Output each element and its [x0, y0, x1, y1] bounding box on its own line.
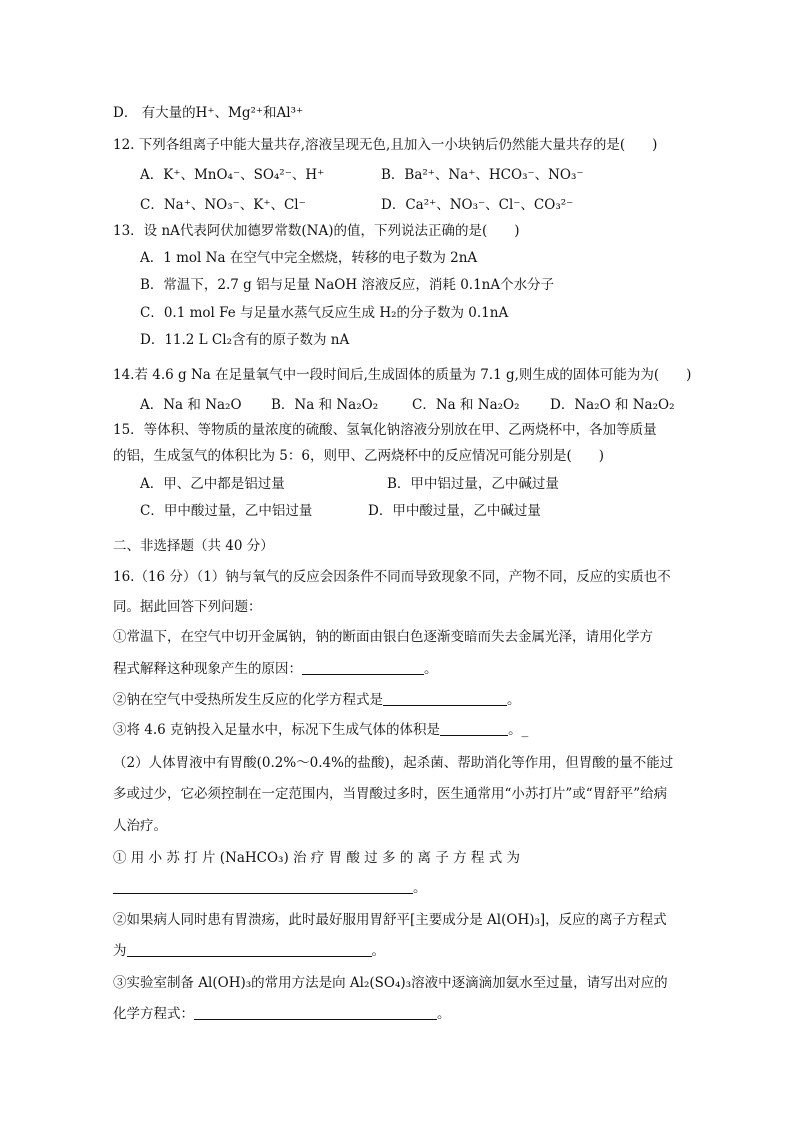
section-heading-2: 二、非选择题（共 40 分）	[113, 538, 274, 554]
q15-stem-line2: 的铝，生成氢气的体积比为 5：6，则甲、乙两烧杯中的反应情况可能分别是( )	[113, 448, 605, 464]
q11-option-d: D． 有大量的H⁺、Mg²⁺和Al³⁺	[113, 105, 304, 121]
q12-option-b: B．Ba²⁺、Na⁺、HCO₃⁻、NO₃⁻	[381, 167, 584, 183]
q14-option-a: A．Na 和 Na₂O	[140, 397, 242, 413]
q16-intro-line2: 同。据此回答下列问题：	[113, 599, 262, 615]
q16-part2-sub2-line2	[113, 942, 385, 960]
period: 。	[437, 1006, 451, 1022]
q12-option-d: D．Ca²⁺、NO₃⁻、Cl⁻、CO₃²⁻	[381, 197, 574, 213]
answer-blank[interactable]	[302, 660, 424, 675]
q15-option-c: C．甲中酸过量，乙中铝过量	[140, 503, 313, 519]
q15-option-b: B．甲中铝过量，乙中碱过量	[387, 476, 559, 492]
q14-stem: 14.若 4.6 g Na 在足量氧气中一段时间后,生成固体的质量为 7.1 g,则生成的固体可能为为( )	[113, 367, 692, 383]
q15-stem-line1: 15．等体积、等物质的量浓度的硫酸、氢氧化钠溶液分别放在甲、乙两烧杯中，各加等质量	[113, 422, 657, 438]
q16-sub3-prompt: ③将 4.6 克钠投入足量水中，标况下生成气体的体积是	[113, 722, 441, 738]
answer-blank[interactable]	[194, 1005, 437, 1020]
q16-intro-line1: 16.（16 分）（1）钠与氧气的反应会因条件不同而导致现象不同，产物不同，反应的实质也不	[113, 569, 671, 585]
period: 。_	[508, 722, 529, 738]
q16-sub1-prompt: 程式解释这种现象产生的原因：	[113, 661, 302, 677]
q13-option-a: A．1 mol Na 在空气中完全燃烧，转移的电子数为 2nA	[140, 250, 478, 266]
q16-part2-line2: 多或过少，它必须控制在一定范围内，当胃酸过多时，医生通常用“小苏打片”或“胃舒平”给病	[113, 786, 668, 802]
q16-sub1-line2	[113, 660, 438, 678]
q14-option-b: B．Na 和 Na₂O₂	[271, 397, 379, 413]
period: 。	[371, 943, 385, 959]
q16-part2-sub3-line1: ③实验室制备 Al(OH)₃的常用方法是向 Al₂(SO₄)₃溶液中逐滴滴加氨水至过量，请写出对应的	[113, 975, 668, 991]
q16-part2-line1: （2）人体胃液中有胃酸(0.2%～0.4%的盐酸)，起杀菌、帮助消化等作用，但胃酸的量不能过	[113, 755, 674, 771]
q16-part2-sub3-prompt: 化学方程式：	[113, 1006, 194, 1022]
q12-option-c: C．Na⁺、NO₃⁻、K⁺、Cl⁻	[140, 197, 306, 213]
q13-stem: 13．设 nA代表阿伏加德罗常数(NA)的值，下列说法正确的是( )	[113, 223, 520, 239]
answer-blank[interactable]	[383, 691, 507, 706]
q16-sub1-line1: ①常温下，在空气中切开金属钠，钠的断面由银白色逐渐变暗而失去金属光泽，请用化学方	[113, 629, 653, 645]
q13-option-c: C．0.1 mol Fe 与足量水蒸气反应生成 H₂的分子数为 0.1nA	[140, 305, 509, 321]
q16-part2-sub2-line1: ②如果病人同时患有胃溃疡，此时最好服用胃舒平[主要成分是 Al(OH)₃]，反应的离子方程式	[113, 912, 667, 928]
q16-part2-sub3-line2	[113, 1005, 451, 1023]
q12-stem: 12. 下列各组离子中能大量共存,溶液呈现无色,且加入一小块钠后仍然能大量共存的是( )	[113, 137, 658, 153]
q13-option-b: B．常温下，2.7 g 铝与足量 NaOH 溶液反应，消耗 0.1nA个水分子	[140, 277, 555, 293]
q12-option-a: A．K⁺、MnO₄⁻、SO₄²⁻、H⁺	[140, 167, 325, 183]
answer-blank[interactable]	[113, 879, 413, 894]
answer-blank[interactable]	[127, 942, 372, 957]
q14-option-c: C．Na 和 Na₂O₂	[412, 397, 520, 413]
q16-part2-line3: 人治疗。	[113, 818, 167, 834]
q15-option-a: A．甲、乙中都是铝过量	[140, 476, 285, 492]
period: 。	[424, 661, 438, 677]
answer-blank[interactable]	[440, 721, 508, 736]
q16-sub3	[113, 721, 528, 739]
q16-part2-sub1-answer	[113, 879, 427, 897]
period: 。	[507, 692, 521, 708]
q16-sub2	[113, 691, 521, 709]
q15-option-d: D．甲中酸过量，乙中碱过量	[368, 503, 541, 519]
q14-option-d: D．Na₂O 和 Na₂O₂	[550, 397, 675, 413]
q16-part2-sub1: ① 用 小 苏 打 片 (NaHCO₃) 治 疗 胃 酸 过 多 的 离 子 方 程 式 为	[113, 850, 521, 866]
period: 。	[413, 880, 427, 896]
q16-sub2-prompt: ②钠在空气中受热所发生反应的化学方程式是	[113, 692, 383, 708]
q16-part2-sub2-prompt: 为	[113, 943, 127, 959]
q13-option-d: D．11.2 L Cl₂含有的原子数为 nA	[140, 332, 350, 348]
